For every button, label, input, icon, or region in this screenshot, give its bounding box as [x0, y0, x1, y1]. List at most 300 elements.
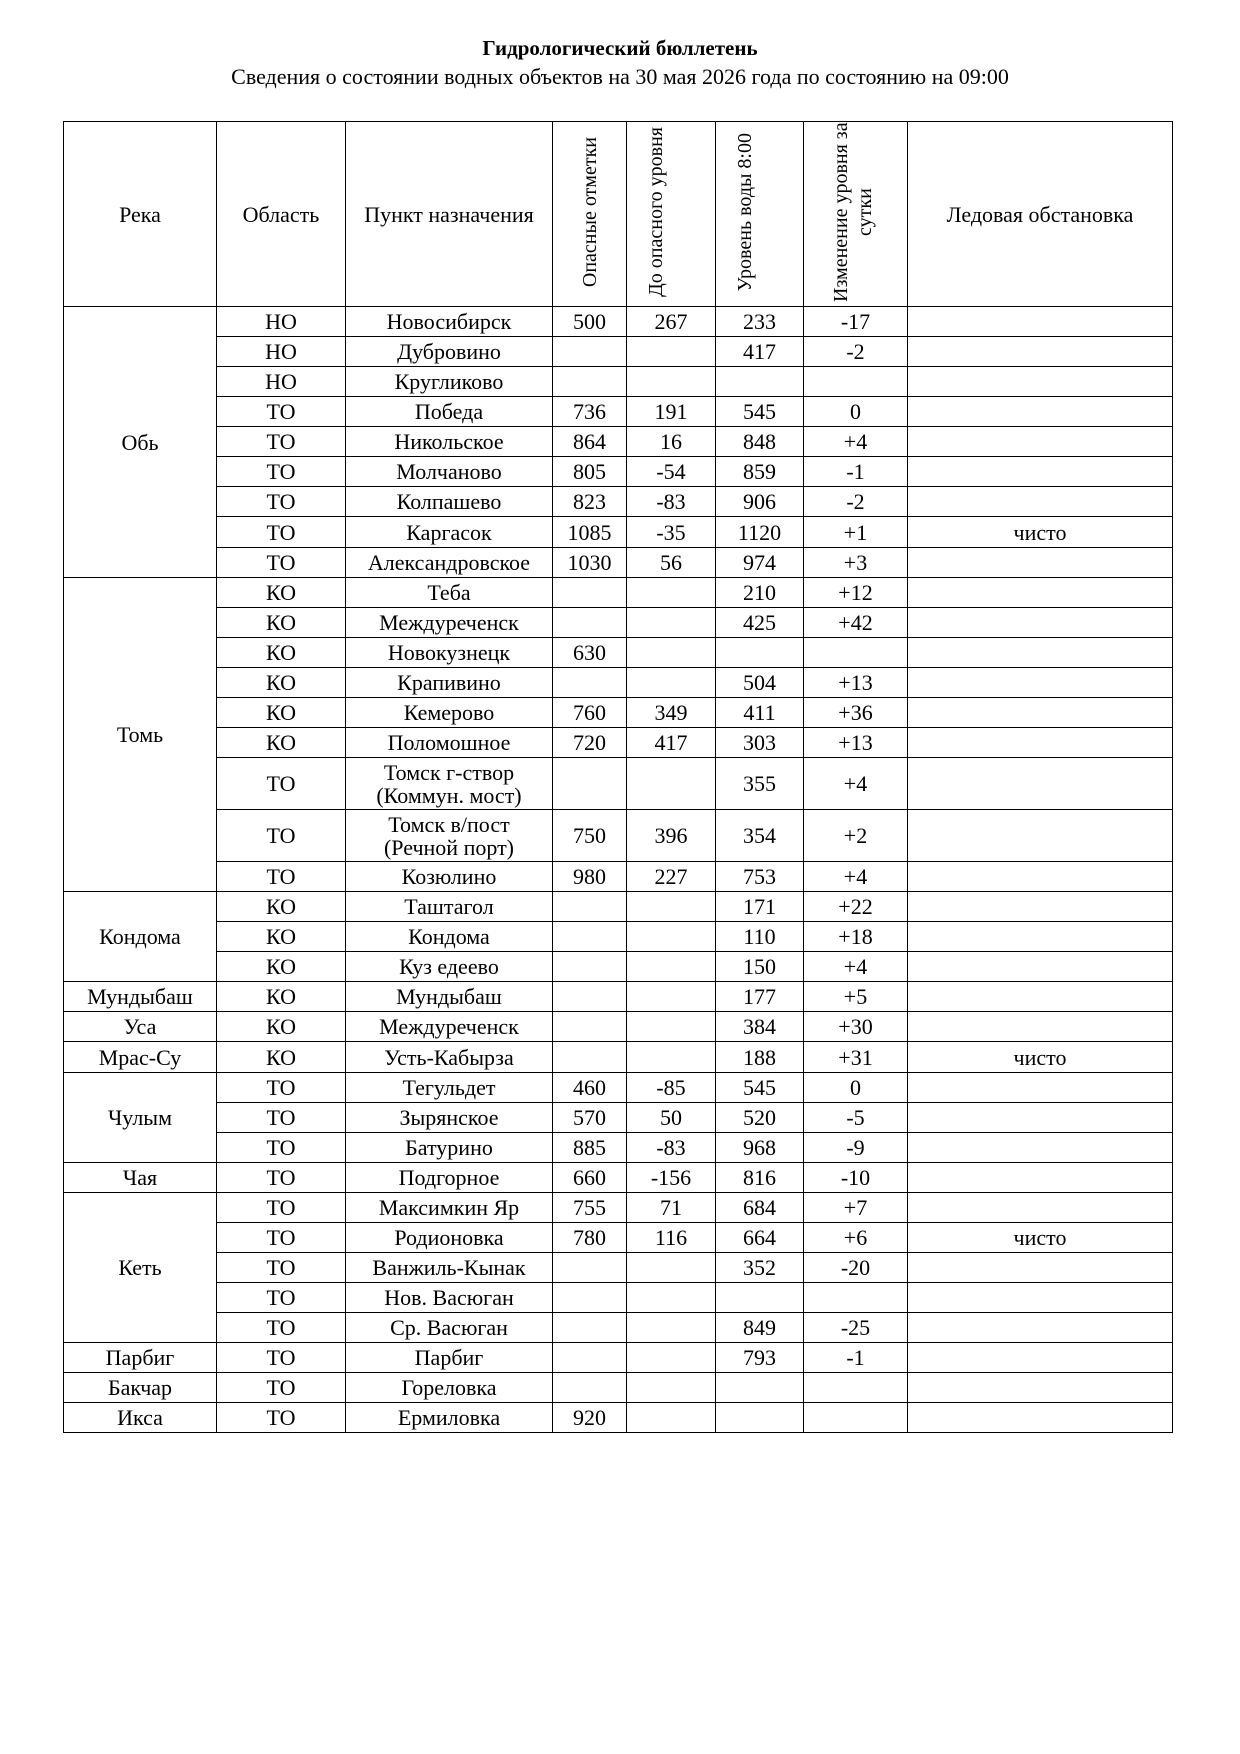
table-row: [64, 487, 1173, 517]
level-change-cell: [804, 1403, 908, 1433]
level-change-cell: +31: [804, 1042, 908, 1073]
water-level-cell: 974: [716, 548, 804, 578]
region-cell: КО: [217, 638, 346, 668]
point-cell: Крапивино: [346, 668, 553, 698]
table-row: [64, 1163, 1173, 1193]
table-row: [64, 1193, 1173, 1223]
danger-mark-cell: [553, 982, 627, 1012]
region-cell: ТО: [217, 1373, 346, 1403]
table-row: [64, 1343, 1173, 1373]
point-cell: Молчаново: [346, 457, 553, 487]
point-cell: Никольское: [346, 427, 553, 457]
table-row: [64, 1042, 1173, 1073]
to-danger-cell: 50: [627, 1103, 716, 1133]
danger-mark-cell: [553, 1253, 627, 1283]
ice-condition-cell: [908, 1193, 1173, 1223]
level-change-cell: +3: [804, 548, 908, 578]
water-level-cell: 848: [716, 427, 804, 457]
region-cell: ТО: [217, 1073, 346, 1103]
water-level-cell: 425: [716, 608, 804, 638]
region-cell: КО: [217, 578, 346, 608]
ice-condition-cell: [908, 1163, 1173, 1193]
river-name-cell: Парбиг: [64, 1343, 217, 1373]
ice-condition-cell: [908, 1103, 1173, 1133]
level-change-cell: +4: [804, 952, 908, 982]
col-header-change: [804, 122, 908, 307]
ice-condition-cell: [908, 638, 1173, 668]
level-change-cell: +42: [804, 608, 908, 638]
ice-condition-cell: [908, 608, 1173, 638]
level-change-cell: -20: [804, 1253, 908, 1283]
to-danger-cell: 16: [627, 427, 716, 457]
region-cell: ТО: [217, 1163, 346, 1193]
water-level-cell: 177: [716, 982, 804, 1012]
region-cell: КО: [217, 698, 346, 728]
ice-condition-cell: чисто: [908, 1223, 1173, 1253]
to-danger-cell: [627, 668, 716, 698]
river-name-cell: Кондома: [64, 892, 217, 982]
to-danger-cell: -54: [627, 457, 716, 487]
danger-mark-cell: 780: [553, 1223, 627, 1253]
ice-condition-cell: [908, 457, 1173, 487]
level-change-cell: +6: [804, 1223, 908, 1253]
region-cell: ТО: [217, 1283, 346, 1313]
point-cell: Зырянское: [346, 1103, 553, 1133]
water-level-cell: 352: [716, 1253, 804, 1283]
table-row: [64, 758, 1173, 810]
level-change-cell: -5: [804, 1103, 908, 1133]
danger-mark-cell: 460: [553, 1073, 627, 1103]
water-level-cell: 753: [716, 862, 804, 892]
to-danger-cell: [627, 1042, 716, 1073]
to-danger-cell: 396: [627, 810, 716, 862]
region-cell: ТО: [217, 427, 346, 457]
page-subtitle: Сведения о состоянии водных объектов на 30 мая 2026 года по состоянию на 09:00: [231, 64, 1009, 89]
ice-condition-cell: [908, 1283, 1173, 1313]
river-name-cell: Мундыбаш: [64, 982, 217, 1012]
region-cell: ТО: [217, 1313, 346, 1343]
ice-condition-cell: чисто: [908, 1042, 1173, 1073]
to-danger-cell: [627, 638, 716, 668]
bulletin-table: [63, 121, 1173, 1433]
danger-mark-cell: [553, 1012, 627, 1042]
to-danger-cell: 116: [627, 1223, 716, 1253]
water-level-cell: [716, 367, 804, 397]
ice-condition-cell: [908, 668, 1173, 698]
ice-condition-cell: [908, 397, 1173, 427]
col-header-change-text: Изменение уровня за сутки: [829, 122, 876, 302]
to-danger-cell: [627, 1373, 716, 1403]
water-level-cell: 354: [716, 810, 804, 862]
region-cell: КО: [217, 922, 346, 952]
level-change-cell: +13: [804, 668, 908, 698]
water-level-cell: 816: [716, 1163, 804, 1193]
col-header-level: [716, 122, 804, 307]
point-cell: Ср. Васюган: [346, 1313, 553, 1343]
col-header-level-text: Уровень воды 8:00: [733, 132, 756, 292]
point-cell: Междуреченск: [346, 1012, 553, 1042]
table-row: [64, 810, 1173, 862]
to-danger-cell: -85: [627, 1073, 716, 1103]
level-change-cell: -1: [804, 1343, 908, 1373]
region-cell: КО: [217, 608, 346, 638]
to-danger-cell: [627, 982, 716, 1012]
point-cell: Куз едеево: [346, 952, 553, 982]
page-title: Гидрологический бюллетень: [482, 36, 758, 60]
water-level-cell: 171: [716, 892, 804, 922]
ice-condition-cell: [908, 578, 1173, 608]
to-danger-cell: [627, 1253, 716, 1283]
table-row: [64, 1313, 1173, 1343]
table-row: [64, 668, 1173, 698]
danger-mark-cell: 980: [553, 862, 627, 892]
table-row: [64, 1403, 1173, 1433]
table-row: [64, 578, 1173, 608]
level-change-cell: +22: [804, 892, 908, 922]
danger-mark-cell: 864: [553, 427, 627, 457]
level-change-cell: +36: [804, 698, 908, 728]
water-level-cell: 355: [716, 758, 804, 810]
water-level-cell: [716, 1403, 804, 1433]
table-row: [64, 1373, 1173, 1403]
ice-condition-cell: [908, 548, 1173, 578]
level-change-cell: +2: [804, 810, 908, 862]
region-cell: ТО: [217, 457, 346, 487]
river-name-cell: Чая: [64, 1163, 217, 1193]
danger-mark-cell: 760: [553, 698, 627, 728]
region-cell: КО: [217, 982, 346, 1012]
ice-condition-cell: чисто: [908, 517, 1173, 548]
level-change-cell: +13: [804, 728, 908, 758]
river-name-cell: Чулым: [64, 1073, 217, 1163]
level-change-cell: -9: [804, 1133, 908, 1163]
point-cell: Победа: [346, 397, 553, 427]
level-change-cell: 0: [804, 1073, 908, 1103]
danger-mark-cell: [553, 1343, 627, 1373]
water-level-cell: [716, 1283, 804, 1313]
to-danger-cell: [627, 578, 716, 608]
ice-condition-cell: [908, 487, 1173, 517]
region-cell: ТО: [217, 548, 346, 578]
water-level-cell: 188: [716, 1042, 804, 1073]
table-row: [64, 457, 1173, 487]
danger-mark-cell: 755: [553, 1193, 627, 1223]
region-cell: НО: [217, 307, 346, 337]
level-change-cell: -25: [804, 1313, 908, 1343]
point-cell: Колпашево: [346, 487, 553, 517]
table-row: [64, 1223, 1173, 1253]
water-level-cell: 545: [716, 397, 804, 427]
water-level-cell: 859: [716, 457, 804, 487]
col-header-ice: Ледовая обстановка: [908, 122, 1173, 307]
to-danger-cell: [627, 952, 716, 982]
ice-condition-cell: [908, 1073, 1173, 1103]
level-change-cell: +30: [804, 1012, 908, 1042]
danger-mark-cell: [553, 1283, 627, 1313]
region-cell: ТО: [217, 397, 346, 427]
to-danger-cell: [627, 1313, 716, 1343]
region-cell: ТО: [217, 1403, 346, 1433]
ice-condition-cell: [908, 758, 1173, 810]
col-header-danger-text: Опасные отметки: [578, 136, 601, 288]
ice-condition-cell: [908, 1373, 1173, 1403]
ice-condition-cell: [908, 810, 1173, 862]
level-change-cell: -2: [804, 487, 908, 517]
danger-mark-cell: 630: [553, 638, 627, 668]
point-cell: Ванжиль-Кынак: [346, 1253, 553, 1283]
danger-mark-cell: 750: [553, 810, 627, 862]
ice-condition-cell: [908, 728, 1173, 758]
point-cell: Кругликово: [346, 367, 553, 397]
river-name-cell: Икса: [64, 1403, 217, 1433]
danger-mark-cell: [553, 952, 627, 982]
to-danger-cell: [627, 367, 716, 397]
point-cell: Новокузнецк: [346, 638, 553, 668]
table-row: [64, 1253, 1173, 1283]
region-cell: КО: [217, 952, 346, 982]
water-level-cell: 233: [716, 307, 804, 337]
level-change-cell: -1: [804, 457, 908, 487]
danger-mark-cell: 920: [553, 1403, 627, 1433]
ice-condition-cell: [908, 307, 1173, 337]
river-name-cell: Обь: [64, 307, 217, 578]
level-change-cell: 0: [804, 397, 908, 427]
danger-mark-cell: 885: [553, 1133, 627, 1163]
water-level-cell: 150: [716, 952, 804, 982]
to-danger-cell: [627, 337, 716, 367]
to-danger-cell: [627, 1403, 716, 1433]
level-change-cell: +18: [804, 922, 908, 952]
water-level-cell: 417: [716, 337, 804, 367]
river-name-cell: Томь: [64, 578, 217, 892]
to-danger-cell: [627, 1283, 716, 1313]
danger-mark-cell: [553, 1313, 627, 1343]
danger-mark-cell: [553, 1042, 627, 1073]
point-cell: Новосибирск: [346, 307, 553, 337]
water-level-cell: 384: [716, 1012, 804, 1042]
danger-mark-cell: 736: [553, 397, 627, 427]
table-row: [64, 862, 1173, 892]
danger-mark-cell: [553, 758, 627, 810]
point-cell: Усть-Кабырза: [346, 1042, 553, 1073]
table-row: [64, 1073, 1173, 1103]
to-danger-cell: 71: [627, 1193, 716, 1223]
point-cell: Подгорное: [346, 1163, 553, 1193]
region-cell: КО: [217, 1042, 346, 1073]
river-name-cell: Мрас-Су: [64, 1042, 217, 1073]
table-row: [64, 638, 1173, 668]
region-cell: ТО: [217, 1253, 346, 1283]
level-change-cell: +4: [804, 427, 908, 457]
ice-condition-cell: [908, 922, 1173, 952]
danger-mark-cell: [553, 608, 627, 638]
level-change-cell: [804, 1283, 908, 1313]
water-level-cell: 1120: [716, 517, 804, 548]
level-change-cell: -17: [804, 307, 908, 337]
ice-condition-cell: [908, 862, 1173, 892]
danger-mark-cell: [553, 668, 627, 698]
level-change-cell: -2: [804, 337, 908, 367]
to-danger-cell: [627, 892, 716, 922]
water-level-cell: 793: [716, 1343, 804, 1373]
table-row: [64, 608, 1173, 638]
col-header-point: Пункт назначения: [346, 122, 553, 307]
level-change-cell: [804, 1373, 908, 1403]
point-cell: Теба: [346, 578, 553, 608]
point-cell: Нов. Васюган: [346, 1283, 553, 1313]
table-row: [64, 307, 1173, 337]
water-level-cell: 110: [716, 922, 804, 952]
point-cell: Козюлино: [346, 862, 553, 892]
region-cell: ТО: [217, 1193, 346, 1223]
to-danger-cell: [627, 1343, 716, 1373]
bulletin-body: [64, 307, 1173, 1433]
col-header-to-danger: [627, 122, 716, 307]
point-cell: Максимкин Яр: [346, 1193, 553, 1223]
ice-condition-cell: [908, 1403, 1173, 1433]
water-level-cell: [716, 638, 804, 668]
region-cell: ТО: [217, 862, 346, 892]
region-cell: КО: [217, 668, 346, 698]
region-cell: ТО: [217, 487, 346, 517]
ice-condition-cell: [908, 367, 1173, 397]
level-change-cell: +4: [804, 758, 908, 810]
point-cell: Родионовка: [346, 1223, 553, 1253]
point-cell: Томск г-створ (Коммун. мост): [346, 758, 553, 810]
danger-mark-cell: [553, 578, 627, 608]
region-cell: ТО: [217, 1343, 346, 1373]
to-danger-cell: -35: [627, 517, 716, 548]
water-level-cell: 411: [716, 698, 804, 728]
point-cell: Каргасок: [346, 517, 553, 548]
table-row: [64, 952, 1173, 982]
point-cell: Томск в/пост (Речной порт): [346, 810, 553, 862]
to-danger-cell: 191: [627, 397, 716, 427]
region-cell: ТО: [217, 517, 346, 548]
point-cell: Александровское: [346, 548, 553, 578]
point-cell: Мундыбаш: [346, 982, 553, 1012]
table-row: [64, 548, 1173, 578]
point-cell: Батурино: [346, 1133, 553, 1163]
point-cell: Парбиг: [346, 1343, 553, 1373]
ice-condition-cell: [908, 427, 1173, 457]
danger-mark-cell: 1085: [553, 517, 627, 548]
ice-condition-cell: [908, 698, 1173, 728]
table-row: [64, 982, 1173, 1012]
table-row: [64, 698, 1173, 728]
table-row: [64, 922, 1173, 952]
header-row: [64, 122, 1173, 307]
region-cell: КО: [217, 1012, 346, 1042]
water-level-cell: 906: [716, 487, 804, 517]
region-cell: ТО: [217, 1133, 346, 1163]
danger-mark-cell: 805: [553, 457, 627, 487]
level-change-cell: [804, 367, 908, 397]
water-level-cell: 684: [716, 1193, 804, 1223]
region-cell: КО: [217, 892, 346, 922]
danger-mark-cell: 1030: [553, 548, 627, 578]
to-danger-cell: [627, 758, 716, 810]
ice-condition-cell: [908, 982, 1173, 1012]
danger-mark-cell: [553, 922, 627, 952]
water-level-cell: 664: [716, 1223, 804, 1253]
table-row: [64, 1133, 1173, 1163]
water-level-cell: 968: [716, 1133, 804, 1163]
water-level-cell: 303: [716, 728, 804, 758]
danger-mark-cell: 720: [553, 728, 627, 758]
table-row: [64, 1283, 1173, 1313]
to-danger-cell: 267: [627, 307, 716, 337]
region-cell: ТО: [217, 810, 346, 862]
level-change-cell: [804, 638, 908, 668]
to-danger-cell: 417: [627, 728, 716, 758]
table-row: [64, 1103, 1173, 1133]
to-danger-cell: 56: [627, 548, 716, 578]
ice-condition-cell: [908, 1133, 1173, 1163]
region-cell: НО: [217, 367, 346, 397]
table-row: [64, 1012, 1173, 1042]
to-danger-cell: [627, 922, 716, 952]
water-level-cell: 545: [716, 1073, 804, 1103]
table-row: [64, 517, 1173, 548]
level-change-cell: +7: [804, 1193, 908, 1223]
col-header-river: Река: [64, 122, 217, 307]
danger-mark-cell: [553, 1373, 627, 1403]
level-change-cell: +5: [804, 982, 908, 1012]
point-cell: Таштагол: [346, 892, 553, 922]
to-danger-cell: -83: [627, 487, 716, 517]
to-danger-cell: -83: [627, 1133, 716, 1163]
table-row: [64, 337, 1173, 367]
to-danger-cell: 227: [627, 862, 716, 892]
point-cell: Дубровино: [346, 337, 553, 367]
point-cell: Ермиловка: [346, 1403, 553, 1433]
danger-mark-cell: [553, 337, 627, 367]
water-level-cell: [716, 1373, 804, 1403]
region-cell: ТО: [217, 758, 346, 810]
to-danger-cell: [627, 608, 716, 638]
river-name-cell: Бакчар: [64, 1373, 217, 1403]
danger-mark-cell: [553, 892, 627, 922]
col-header-danger: [553, 122, 627, 307]
region-cell: ТО: [217, 1223, 346, 1253]
danger-mark-cell: 660: [553, 1163, 627, 1193]
region-cell: КО: [217, 728, 346, 758]
level-change-cell: +1: [804, 517, 908, 548]
danger-mark-cell: 500: [553, 307, 627, 337]
point-cell: Гореловка: [346, 1373, 553, 1403]
to-danger-cell: -156: [627, 1163, 716, 1193]
table-row: [64, 397, 1173, 427]
water-level-cell: 520: [716, 1103, 804, 1133]
point-cell: Поломошное: [346, 728, 553, 758]
ice-condition-cell: [908, 1313, 1173, 1343]
region-cell: ТО: [217, 1103, 346, 1133]
point-cell: Междуреченск: [346, 608, 553, 638]
table-row: [64, 367, 1173, 397]
river-name-cell: Уса: [64, 1012, 217, 1042]
ice-condition-cell: [908, 1343, 1173, 1373]
ice-condition-cell: [908, 1012, 1173, 1042]
table-row: [64, 427, 1173, 457]
col-header-to-danger-text: До опасного уровня: [645, 127, 667, 297]
ice-condition-cell: [908, 892, 1173, 922]
level-change-cell: -10: [804, 1163, 908, 1193]
river-name-cell: Кеть: [64, 1193, 217, 1343]
col-header-region: Область: [217, 122, 346, 307]
to-danger-cell: 349: [627, 698, 716, 728]
ice-condition-cell: [908, 1253, 1173, 1283]
